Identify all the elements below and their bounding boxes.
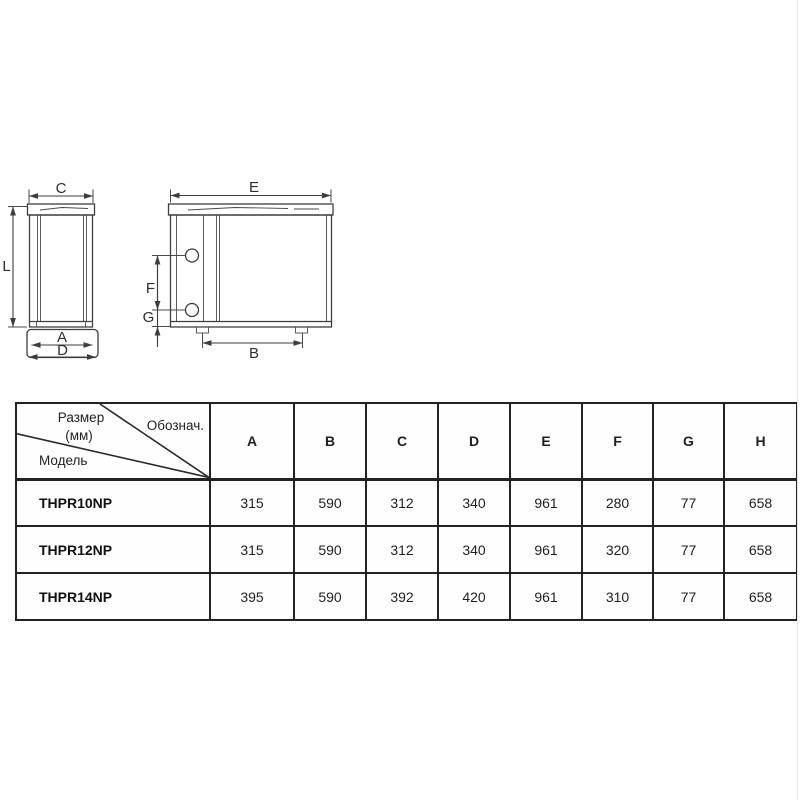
table-row xyxy=(16,573,797,620)
dim-label-C: C xyxy=(55,180,67,197)
pipe-connection-lower xyxy=(186,304,199,317)
side-top-cover xyxy=(28,204,95,215)
dim-label-D: D xyxy=(57,342,68,359)
value-cell: 392 xyxy=(366,573,438,620)
side-foot-right xyxy=(86,322,93,328)
value-cell: 658 xyxy=(724,573,797,620)
dim-label-A: A xyxy=(56,329,68,346)
column-header-D: D xyxy=(438,403,510,479)
pipe-connection-upper xyxy=(186,249,199,262)
value-cell: 590 xyxy=(294,526,366,573)
value-cell: 77 xyxy=(653,479,724,526)
value-cell: 658 xyxy=(724,479,797,526)
value-cell: 77 xyxy=(653,573,724,620)
corner-size-label: Размер xyxy=(57,410,105,425)
value-cell: 590 xyxy=(294,479,366,526)
front-foot-right xyxy=(296,327,308,333)
dimensions-table xyxy=(15,402,798,621)
corner-designation-label: Обознач. xyxy=(146,418,204,433)
table-corner-cell xyxy=(16,403,210,479)
dim-label-G: G xyxy=(142,309,155,326)
value-cell: 312 xyxy=(366,526,438,573)
dimension-drawing xyxy=(0,0,800,395)
value-cell: 280 xyxy=(582,479,653,526)
front-body xyxy=(171,215,332,327)
column-header-H: H xyxy=(724,403,797,479)
column-header-A: A xyxy=(210,403,294,479)
value-cell: 340 xyxy=(438,526,510,573)
value-cell: 315 xyxy=(210,479,294,526)
corner-model-label: Модель xyxy=(39,453,88,468)
front-view xyxy=(143,179,333,362)
value-cell: 961 xyxy=(510,526,582,573)
dim-label-E: E xyxy=(248,179,260,196)
value-cell: 320 xyxy=(582,526,653,573)
value-cell: 420 xyxy=(438,573,510,620)
value-cell: 961 xyxy=(510,573,582,620)
value-cell: 590 xyxy=(294,573,366,620)
column-header-G: G xyxy=(653,403,724,479)
column-header-B: B xyxy=(294,403,366,479)
corner-size-unit: (мм) xyxy=(65,428,93,443)
value-cell: 961 xyxy=(510,479,582,526)
front-foot-left xyxy=(197,327,209,333)
value-cell: 658 xyxy=(724,526,797,573)
value-cell: 315 xyxy=(210,526,294,573)
dim-label-L: L xyxy=(2,258,11,275)
side-view xyxy=(2,180,98,359)
table-row xyxy=(16,526,797,573)
column-header-F: F xyxy=(582,403,653,479)
value-cell: 395 xyxy=(210,573,294,620)
side-foot-left xyxy=(30,322,37,328)
column-header-E: E xyxy=(510,403,582,479)
table-header-row xyxy=(16,403,797,479)
dim-label-B: B xyxy=(248,345,260,362)
scan-edge-artifact xyxy=(797,0,798,800)
dim-label-F: F xyxy=(145,280,156,297)
model-name: THPR10NP xyxy=(16,479,210,526)
value-cell: 77 xyxy=(653,526,724,573)
value-cell: 312 xyxy=(366,479,438,526)
table-row xyxy=(16,479,797,526)
model-name: THPR14NP xyxy=(16,573,210,620)
model-name: THPR12NP xyxy=(16,526,210,573)
value-cell: 310 xyxy=(582,573,653,620)
column-header-C: C xyxy=(366,403,438,479)
value-cell: 340 xyxy=(438,479,510,526)
